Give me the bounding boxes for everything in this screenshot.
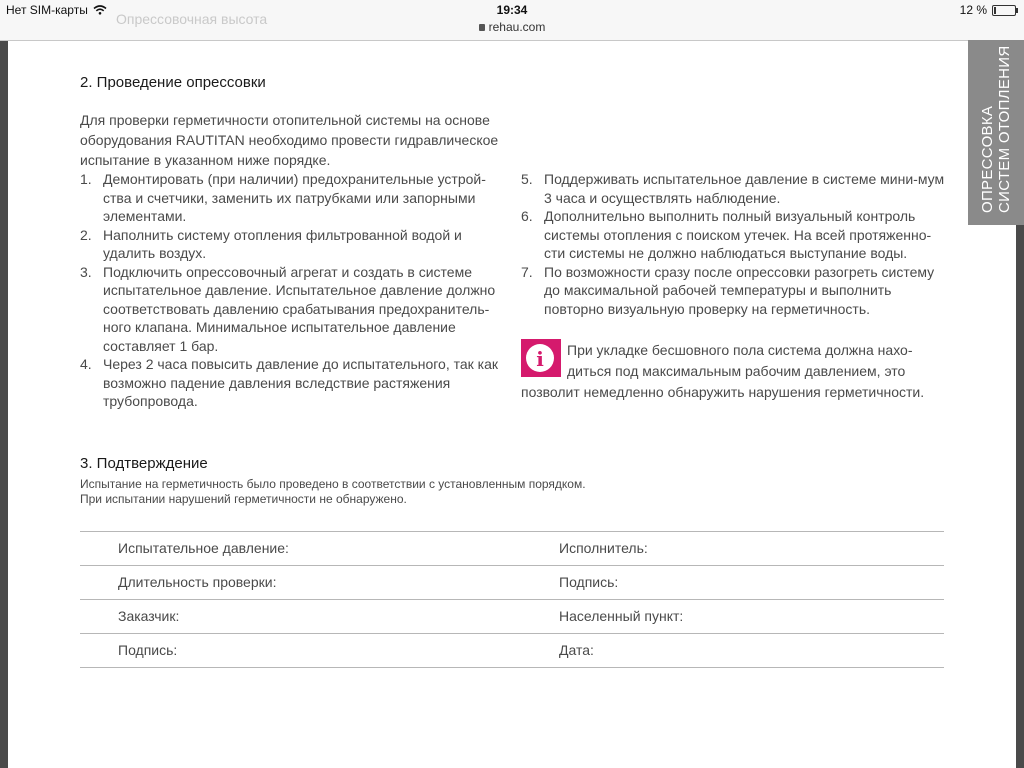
step-number: 5. (521, 171, 533, 187)
steps-list-left (80, 170, 500, 411)
form-field-label: Длительность проверки: (118, 574, 277, 590)
form-field-label: Дата: (559, 642, 594, 658)
lock-icon (479, 24, 485, 31)
form-field-label: Испытательное давление: (118, 540, 289, 556)
confirmation-text (80, 477, 586, 507)
confirmation-form (80, 531, 944, 668)
info-note (521, 340, 951, 403)
step-number: 6. (521, 208, 533, 224)
section2-intro: Для проверки герметичности отопительной системы на основе оборудования RAUTITAN необходимо провести гидравлическое испытание в указанном ниже порядке. (80, 112, 499, 168)
step-text: По возможности сразу после опрессовки разогреть систему до максимальной рабочей температуры и выполнить повторно визуальную проверку на герметичность. (544, 263, 935, 317)
step-number: 7. (521, 263, 533, 280)
clock: 19:34 (496, 3, 528, 17)
step-text: Демонтировать (при наличии) предохранительные устрой-ства и счетчики, заменить их патрубками или запорными элементами. (103, 171, 486, 224)
note-line-1: При укладке бесшовного пола система должна нахо- (567, 342, 913, 358)
list-item (521, 170, 946, 207)
list-item (80, 263, 500, 356)
step-number: 4. (80, 356, 92, 372)
section2-title: 2. Проведение опрессовки (80, 74, 266, 91)
form-field-label: Подпись: (118, 642, 178, 658)
form-row (80, 531, 944, 565)
note-line-3: позволит немедленно обнаружить нарушения герметичности. (521, 384, 925, 400)
carrier-label: Нет SIM-карты (6, 3, 88, 17)
list-item (80, 170, 500, 226)
side-tab-line-1: ОПРЕССОВКА (979, 105, 996, 213)
step-text: Через 2 часа повысить давление до испытательного, так как возможно падение давления вследствие растяжения трубопровода. (103, 356, 499, 409)
step-number: 2. (80, 226, 92, 243)
list-item (80, 355, 500, 411)
list-item (521, 207, 946, 263)
step-number: 1. (80, 171, 92, 187)
form-field-label: Подпись: (559, 574, 619, 590)
battery-label: 12 % (959, 3, 987, 17)
side-tab-line-2: СИСТЕМ ОТОПЛЕНИЯ (996, 45, 1013, 213)
chapter-side-tab (968, 40, 1024, 225)
step-text: Поддерживать испытательное давление в системе мини-мум 3 часа и осуществлять наблюдение. (544, 171, 945, 206)
battery-fill (994, 7, 996, 14)
note-line-2: диться под максимальным рабочим давлением, это (567, 363, 906, 379)
form-row (80, 633, 944, 668)
form-field-label: Исполнитель: (559, 540, 648, 556)
step-text: Наполнить систему отопления фильтрованной водой и удалить воздух. (103, 226, 462, 261)
steps-list-right (521, 170, 946, 318)
list-item (80, 226, 500, 263)
info-glyph: i (536, 347, 544, 371)
section3-title: 3. Подтверждение (80, 455, 208, 472)
form-field-label: Населенный пункт: (559, 608, 684, 624)
status-bar (0, 0, 1024, 41)
battery-indicator (960, 3, 1016, 17)
form-row (80, 599, 944, 633)
confirmation-line-1: Испытание на герметичность было проведено в соответствии с установленным порядком. (80, 477, 586, 491)
step-number: 3. (80, 263, 92, 280)
battery-icon (992, 5, 1016, 16)
form-row (80, 565, 944, 599)
step-text: Дополнительно выполнить полный визуальный контроль системы отопления с поиском утечек. На всей протяженно-сти системы не должно наблюдаться выступание воды. (544, 208, 932, 261)
scrolled-heading-remnant: Опрессовочная высота (116, 11, 268, 27)
url-label[interactable]: rehau.com (488, 20, 546, 34)
confirmation-line-2: При испытании нарушений герметичности не обнаружено. (80, 492, 407, 506)
form-field-label: Заказчик: (118, 608, 180, 624)
step-text: Подключить опрессовочный агрегат и создать в системе испытательное давление. Испытательное давление должно соответствовать давлению срабатывания предохранитель-ного клапана. Минимальное испытательное давление составляет 1 бар. (103, 263, 496, 354)
list-item (521, 263, 946, 319)
